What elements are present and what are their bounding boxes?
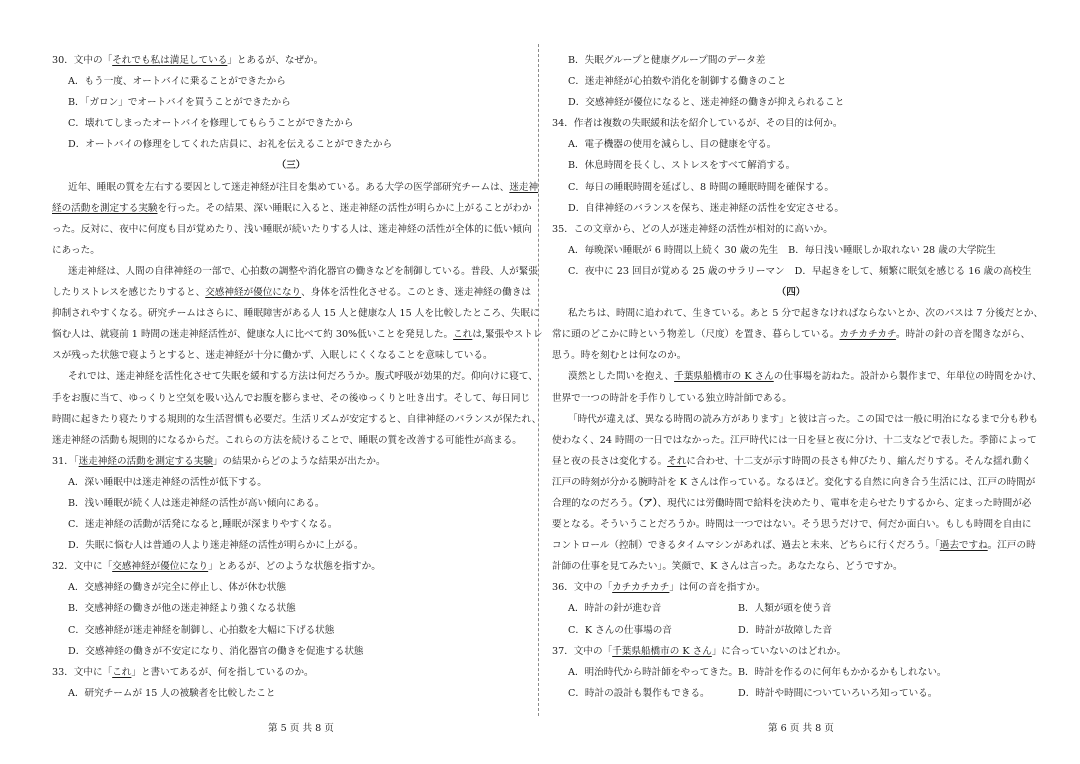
- q37-post: 」に合っていないのはどれか。: [711, 645, 847, 657]
- q36-options-ab: [552, 598, 1030, 619]
- text-span: コントロール（控制）できるタイムマシンがあれば、過去と未来、どちらに行くだろう。「: [552, 540, 940, 552]
- question-37: [552, 641, 1030, 662]
- q33-option-d: D．交感神経が優位になると、迷走神経の働きが抑えられること: [568, 97, 845, 109]
- q34-option-d: D．自律神経のバランスを保ち、迷走神経の活性を安定させる。: [568, 202, 845, 214]
- q30-post: 」とあるが、なぜか。: [227, 55, 324, 66]
- q31-option-d: D．失眠に悩む人は普通の人より迷走神経の活性が明らかに上がる。: [68, 540, 364, 552]
- q30-underlined: それでも私は満足している: [112, 55, 228, 66]
- question-32: [52, 556, 530, 577]
- q32-post: 」とあるが、どのような状態を指すか。: [208, 561, 381, 573]
- q37-option-c: C．時計の設計も製作もできる。: [568, 687, 710, 699]
- q32-option-b: B．交感神経の働きが他の迷走神経より強くなる状態: [68, 603, 296, 615]
- q33-pre: 33．文中に「: [52, 666, 113, 678]
- text-span: 悩む人は、就寝前 1 時間の迷走神経活性が、健康な人に比べて約 30%低いことを発見した。: [52, 329, 454, 341]
- q32-option-a: A．交感神経の働きが完全に停止し、体が休む状態: [68, 582, 286, 594]
- text-span: 近年、睡眠の質を左右する要因として迷走神経が注目を集めている。ある大学の医学部研究チームは、: [68, 181, 510, 193]
- page-number-right: 第 6 页 共 8 页: [768, 723, 834, 734]
- text-span: 、身体を活性化させる。このとき、迷走神経の働きは: [301, 287, 532, 299]
- q36-pre: 36．文中の「: [552, 582, 613, 594]
- underlined-span: 千葉県船橋市の K さん: [674, 371, 774, 383]
- q37-option-a: A．明治時代から時計師をやってきた。: [568, 666, 739, 678]
- passage3-line: [52, 282, 530, 303]
- passage4-line: 使わなく、24 時間の一日ではなかった。江戸時代には一日を昼と夜に分け、十二支などで表した。季節によって: [552, 434, 1037, 446]
- q31-option-b: B．浅い睡眠が続く人は迷走神経の活性が高い傾向にある。: [68, 497, 325, 509]
- q37-pre: 37．文中の「: [552, 645, 613, 657]
- q36-option-a: A．時計の針が進む音: [568, 603, 662, 615]
- q30-pre: 30．文中の「: [52, 55, 113, 66]
- text-span: 、現代には労働時間で給料を決めたり、電車を走らせたりするから、定まった時間が必: [657, 497, 1032, 509]
- passage4-line: [552, 493, 1030, 514]
- q37-option-b: B．時計を作るのに何年もかかるかもしれない。: [738, 666, 947, 678]
- question-35: 35．この文章から、どの人が迷走神経の活性が相対的に高いか。: [552, 223, 833, 235]
- q36-underlined: カチカチカチ: [612, 582, 670, 594]
- q30-option-c: C．壊れてしまったオートバイを修理してもらうことができたから: [68, 118, 354, 130]
- text-span: 昼と夜の長さは変化する。: [552, 455, 668, 467]
- q36-option-d: D．時計が故障した音: [738, 624, 833, 636]
- underlined-span: 交感神経が優位になり: [205, 287, 302, 299]
- passage3-line: スが残った状態で寝ようとすると、迷走神経が十分に働かず、入眠しにくくなることを意味している。: [52, 350, 493, 362]
- text-span: を行った。その結果、深い睡眠に入ると、迷走神経の活性が明らかに上がることがわか: [157, 202, 532, 214]
- q36-post: 」は何の音を指すか。: [669, 582, 766, 594]
- underlined-span: 迷走神: [509, 181, 539, 193]
- underlined-span: 経の活動を測定する実験: [52, 202, 158, 214]
- right-column: [552, 50, 1044, 704]
- passage4-line: 「時代が違えば、異なる時間の読み方があります」と彼は言った。この国では一般に明治になるまで分も秒も: [568, 413, 1039, 425]
- q37-underlined: 千葉県船橋市の K さん: [612, 645, 712, 657]
- text-span: は,緊張やストレ: [472, 329, 543, 341]
- question-31: [52, 451, 530, 472]
- passage3-line: 迷走神経の活動も規則的になるからだ。これらの方法を続けることで、睡眠の質を改善する可能性が高まる。: [52, 434, 522, 446]
- passage4-line: 思う。時を刻むとは何なのか。: [552, 350, 687, 362]
- q31-post: 」の結果からどのような結果が出たか。: [212, 455, 386, 467]
- text-span: 合理的なのだろう。: [552, 497, 639, 509]
- q33-underlined: これ: [112, 666, 132, 678]
- q31-option-c: C．迷走神経の活動が活発になると,睡眠が深まりやすくなる。: [68, 519, 338, 531]
- q35-option-b: B．毎日浅い睡眠しか取れない 28 歳の大学院生: [788, 244, 996, 256]
- passage3-line: った。反対に、夜中に何度も目が覚めたり、浅い睡眠が続いたりする人は、迷走神経の活性が全体的に低い傾向: [52, 223, 532, 235]
- q33-option-a: A．研究チームが 15 人の被験者を比較したこと: [68, 687, 276, 699]
- q36-option-c: C．K さんの仕事場の音: [568, 624, 672, 636]
- q32-underlined: 交感神経が優位になり: [112, 561, 209, 573]
- passage4-line: 世界で一つの時計を手作りしている独立時計師である。: [552, 392, 792, 404]
- q30-option-a: A．もう一度、オートバイに乗ることができたから: [68, 76, 286, 88]
- q34-option-b: B．休息時間を長くし、ストレスをすべて解消する。: [568, 160, 796, 172]
- underlined-span: これ: [453, 329, 473, 341]
- text-span: 漠然とした問いを抱え、: [568, 371, 675, 383]
- left-column: [52, 50, 543, 704]
- passage4-line: [552, 324, 1030, 345]
- passage4-line: 私たちは、時間に追われて、生きている。あと 5 分で起きなければならないとか、次のバスは 7 分後だとか、: [568, 308, 1044, 320]
- text-span: 常に頭のどこかに時という物差し（尺度）を置き、暮らしている。: [552, 329, 840, 341]
- passage4-line: 要となる。そういうことだろうか。時間は一つではない。そう思うだけで、何だか面白い。もしも時間を自由に: [552, 519, 1032, 531]
- section-heading-4: （四）: [776, 287, 806, 299]
- column-divider: [538, 44, 539, 716]
- q35-options-cd: [552, 261, 1030, 282]
- q36-options-cd: [552, 620, 1030, 641]
- q32-option-c: C．交感神経が迷走神経を制御し、心拍数を大幅に下げる状態: [68, 624, 335, 636]
- passage3-line: [52, 324, 543, 345]
- passage3-line: [52, 177, 539, 198]
- blank-marker: （ア）: [638, 497, 658, 509]
- passage4-line: 江戸の時刻が分かる腕時計を K さんは作っている。なるほど。変化する自然に向き合う生活には、江戸の時間が: [552, 476, 1036, 488]
- q31-pre: 31．「: [52, 455, 79, 467]
- passage3-line: 抑制されやすくなる。研究チームはさらに、睡眠障害がある人 15 人と健康な人 15 人を比較したところ、失眠に: [52, 308, 540, 320]
- q36-option-b: B．人類が頭を使う音: [738, 603, 832, 615]
- q37-options-cd: [552, 683, 1030, 704]
- underlined-span: カチカチカチ: [839, 329, 896, 341]
- q35-option-c: C．夜中に 23 回目が覚める 25 歳のサラリーマン: [568, 265, 785, 277]
- passage3-line: それでは、迷走神経を活性化させて失眠を緩和する方法は何だろうか。腹式呼吸が効果的だ。仰向けに寝て、: [68, 371, 538, 383]
- passage3-line: [52, 198, 530, 219]
- passage4-line: [552, 451, 1030, 472]
- text-span: の仕事場を訪ねた。設計から製作まで、年単位の時間をかけ、: [773, 371, 1042, 383]
- q35-options-ab: [552, 240, 1030, 261]
- q35-option-a: A．毎晩深い睡眠が 6 時間以上続く 30 歳の先生: [568, 244, 779, 256]
- passage3-line: にあった。: [52, 244, 100, 256]
- text-span: に合わせ、十二支が示す時間の長さも伸びたり、縮んだりする。そんな揺れ動く: [686, 455, 1032, 467]
- passage4-line: 計師の仕事を見てみたい」。笑顔で、K さんは言った。あなたなら、どうですか。: [552, 561, 903, 573]
- q33-option-b: B．失眠グループと健康グループ間のデータ差: [568, 55, 766, 66]
- q37-option-d: D．時計や時間についていろいろ知っている。: [738, 687, 938, 699]
- q30-option-b: B．「ガロン」でオートバイを買うことができたから: [68, 97, 291, 109]
- passage4-line: [552, 366, 1042, 387]
- question-36: [552, 577, 1030, 598]
- q34-option-c: C．毎日の睡眠時間を延ばし、8 時間の睡眠時間を確保する。: [568, 181, 834, 193]
- q35-option-d: D．早起きをして、頻繁に眠気を感じる 16 歳の高校生: [794, 265, 1032, 277]
- passage3-line: 迷走神経は、人間の自律神経の一部で、心拍数の調整や消化器官の働きなどを制御している。普段、人が緊張: [68, 265, 538, 277]
- passage3-line: 手をお腹に当て、ゆっくりと空気を吸い込んでお腹を膨らませ、その後ゆっくりと吐き出す。そして、毎日同じ: [52, 392, 531, 404]
- q33-post: 」と書いてあるが、何を指しているのか。: [131, 666, 314, 678]
- passage3-line: 時間に起きたり寝たりする規則的な生活習慣も必要だ。生活リズムが安定すると、自律神経のバランスが保たれ、: [52, 413, 542, 425]
- section-heading-3: （三）: [276, 160, 306, 172]
- q31-underlined: 迷走神経の活動を測定する実験: [78, 455, 213, 467]
- question-30: [52, 50, 530, 71]
- text-span: したりストレスを感じたりすると、: [52, 287, 206, 299]
- question-34: 34．作者は複数の失眠緩和法を紹介しているが、その目的は何か。: [552, 118, 843, 130]
- underlined-span: 過去ですね: [939, 540, 988, 552]
- text-span: 。江戸の時: [987, 540, 1036, 552]
- q33-option-c: C．迷走神経が心拍数や消化を制御する働きのこと: [568, 76, 787, 88]
- passage4-line: [552, 535, 1036, 556]
- question-33: [52, 662, 530, 683]
- q30-option-d: D．オートバイの修理をしてくれた店員に、お礼を伝えることができたから: [68, 139, 393, 151]
- q32-option-d: D．交感神経の働きが不安定になり、消化器官の働きを促進する状態: [68, 645, 364, 657]
- underlined-span: それ: [667, 455, 687, 467]
- text-span: 。時計の針の音を聞きながら、: [895, 329, 1031, 341]
- q31-option-a: A．深い睡眠中は迷走神経の活性が低下する。: [68, 476, 267, 488]
- q32-pre: 32．文中に「: [52, 561, 113, 573]
- q37-options-ab: [552, 662, 1030, 683]
- q34-option-a: A．電子機器の使用を減らし、目の健康を守る。: [568, 139, 777, 151]
- page-number-left: 第 5 页 共 8 页: [268, 723, 334, 734]
